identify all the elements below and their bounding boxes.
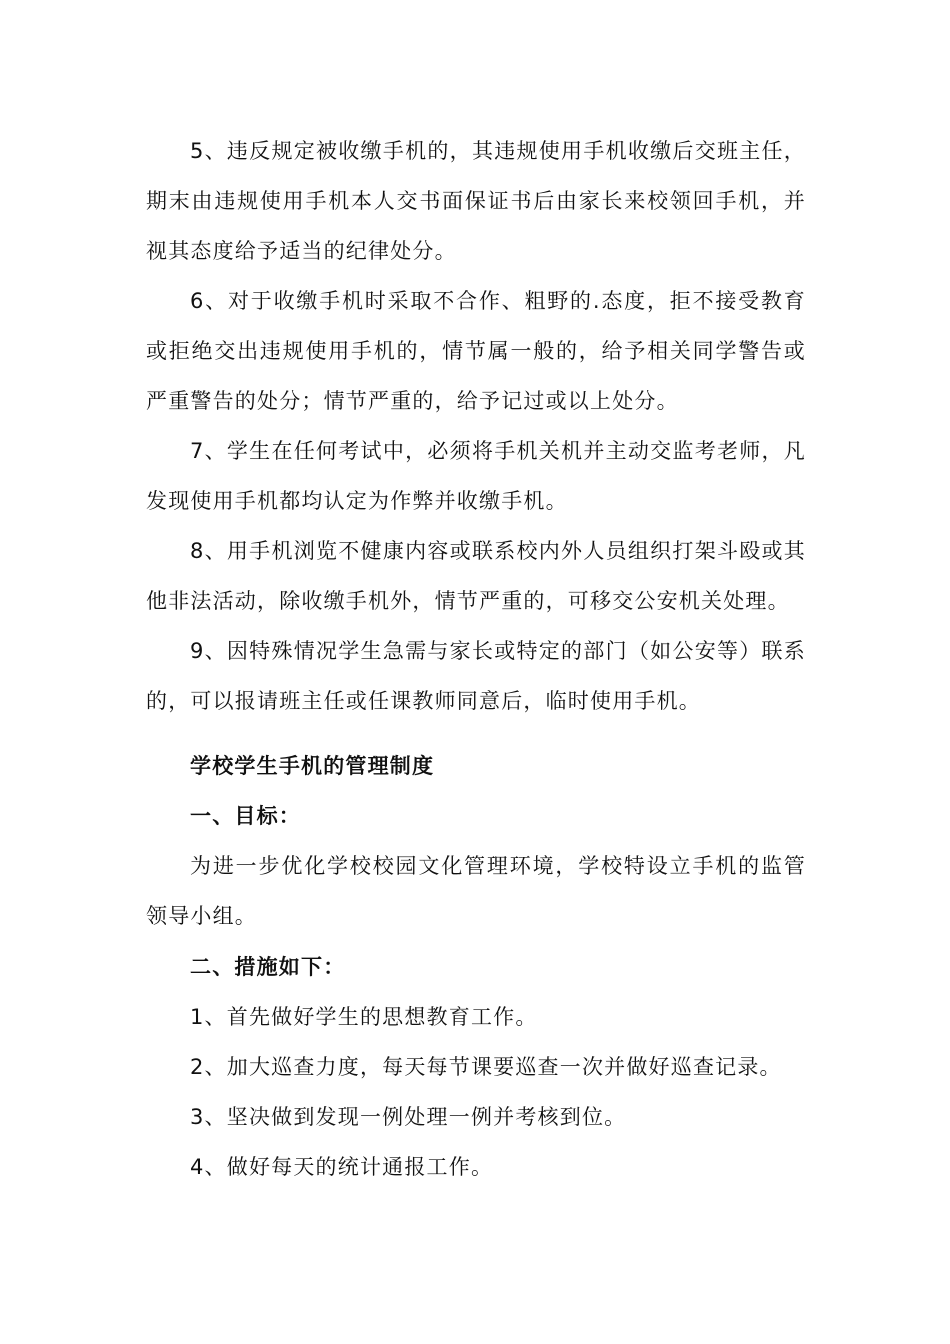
paragraph-item-6: 6、对于收缴手机时采取不合作、粗野的.态度，拒不接受教育或拒绝交出违规使用手机的，情节属一般的，给予相关同学警告或严重警告的处分；情节严重的，给予记过或以上处分。 (146, 289, 806, 413)
goal-heading: 一、目标： (190, 804, 301, 828)
measure-item-1: 1、首先做好学生的思想教育工作。 (190, 1005, 538, 1029)
measure-item-3: 3、坚决做到发现一例处理一例并考核到位。 (190, 1105, 627, 1129)
paragraph-item-7: 7、学生在任何考试中，必须将手机关机并主动交监考老师，凡发现使用手机都均认定为作弊并收缴手机。 (146, 439, 806, 513)
section-title: 学校学生手机的管理制度 (190, 754, 435, 778)
paragraph-item-8: 8、用手机浏览不健康内容或联系校内外人员组织打架斗殴或其他非法活动，除收缴手机外，情节严重的，可移交公安机关处理。 (146, 539, 806, 613)
measures-heading: 二、措施如下： (190, 955, 346, 979)
paragraph-item-9: 9、因特殊情况学生急需与家长或特定的部门（如公安等）联系的，可以报请班主任或任课教师同意后，临时使用手机。 (146, 639, 806, 713)
measure-item-4: 4、做好每天的统计通报工作。 (190, 1155, 494, 1179)
goal-text: 为进一步优化学校校园文化管理环境，学校特设立手机的监管领导小组。 (146, 854, 806, 928)
measure-item-2: 2、加大巡查力度，每天每节课要巡查一次并做好巡查记录。 (190, 1055, 782, 1079)
paragraph-item-5: 5、违反规定被收缴手机的，其违规使用手机收缴后交班主任，期末由违规使用手机本人交书面保证书后由家长来校领回手机，并视其态度给予适当的纪律处分。 (146, 139, 806, 263)
